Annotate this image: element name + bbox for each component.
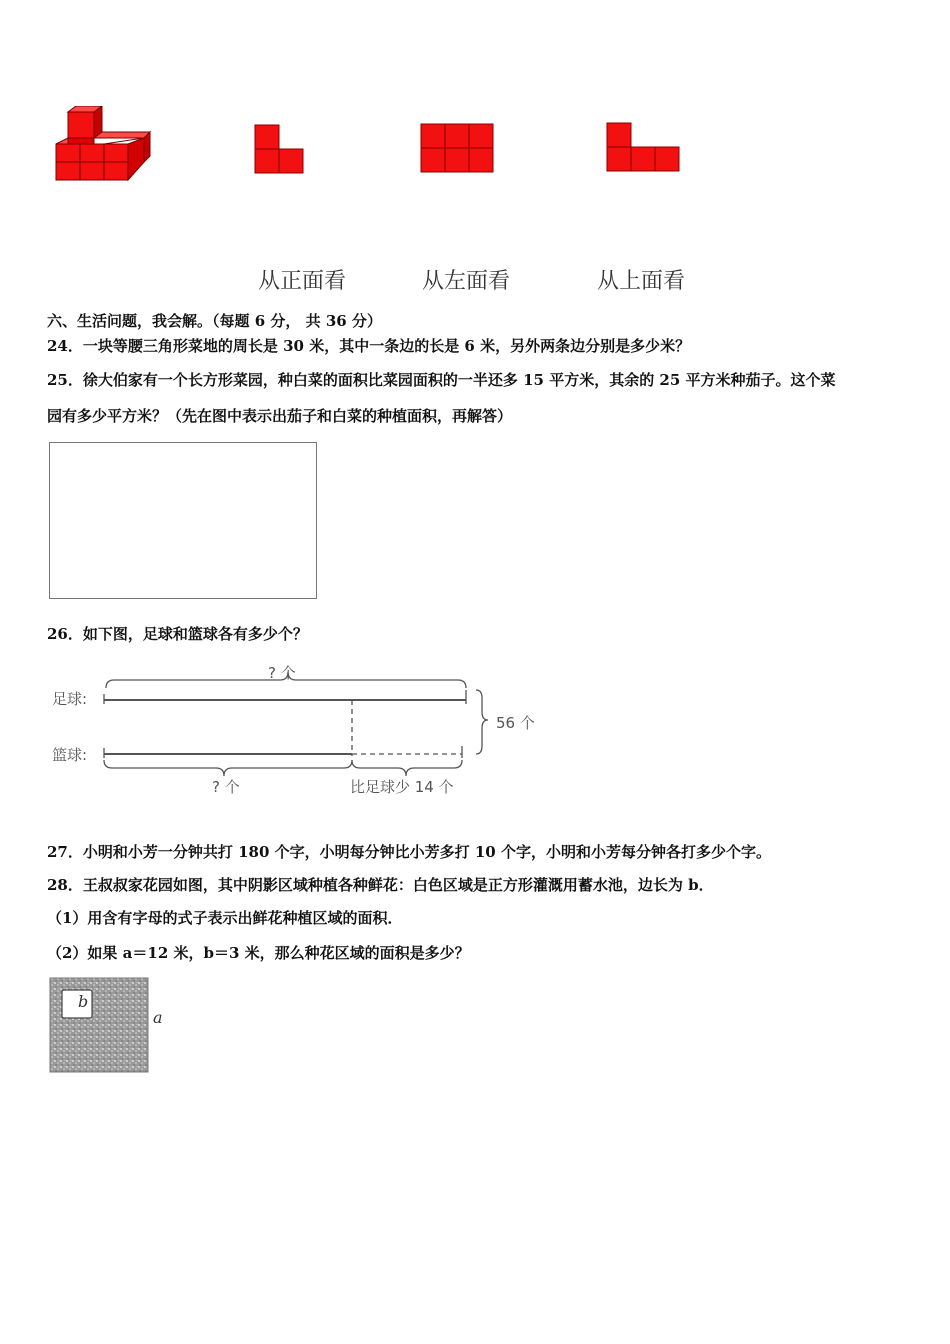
question-27: 27．小明和小芳一分钟共打 180 个字，小明每分钟比小芳多打 10 个字，小明和小芳每分钟各打多少个字。 — [47, 843, 771, 861]
garden-rectangle — [49, 442, 317, 599]
question-24: 24．一块等腰三角形菜地的周长是 30 米，其中一条边的长是 6 米，另外两条边分别是多少米？ — [47, 337, 691, 355]
front-view-figure — [254, 124, 306, 174]
left-view-figure — [420, 123, 495, 173]
question-25-line2: 园有多少平方米？（先在图中表示出茄子和白菜的种植面积，再解答） — [47, 407, 513, 425]
top-view-figure — [606, 122, 681, 172]
question-28-part2: （2）如果 a＝12 米，b＝3 米，那么种花区域的面积是多少？ — [47, 944, 470, 962]
cube-figure-3d — [50, 106, 152, 186]
section-6-title: 六、生活问题，我会解。（每题 6 分， 共 36 分） — [47, 312, 382, 330]
question-28: 28．王叔叔家花园如图，其中阴影区域种植各种鲜花：白色区域是正方形灌溉用蓄水池，边长为 b． — [47, 876, 714, 894]
garden-side-label: a — [153, 1008, 163, 1027]
garden-figure — [48, 976, 168, 1076]
bottom-right-brace — [352, 760, 462, 776]
pool-side-label: b — [78, 992, 89, 1011]
football-label: 足球: — [52, 690, 88, 708]
top-view-label: 从上面看 — [597, 269, 686, 294]
question-26: 26．如下图，足球和篮球各有多少个？ — [47, 625, 308, 643]
ball-count-diagram — [48, 660, 568, 810]
question-28-part1: （1）用含有字母的式子表示出鲜花种植区域的面积． — [47, 909, 403, 927]
less-label: 比足球少 14 个 — [350, 778, 454, 796]
basketball-label: 篮球: — [52, 746, 88, 764]
question-25-line1: 25．徐大伯家有一个长方形菜园，种白菜的面积比菜园面积的一半还多 15 平方米，其余的 25 平方米种茄子。这个菜 — [47, 371, 836, 389]
front-view-label: 从正面看 — [258, 269, 347, 294]
bottom-left-brace — [104, 760, 352, 776]
left-view-label: 从左面看 — [422, 269, 511, 294]
bottom-question-label: ? 个 — [212, 778, 240, 796]
top-question-label: ? 个 — [268, 664, 296, 682]
total-label: 56 个 — [496, 714, 535, 732]
right-brace — [476, 690, 488, 754]
